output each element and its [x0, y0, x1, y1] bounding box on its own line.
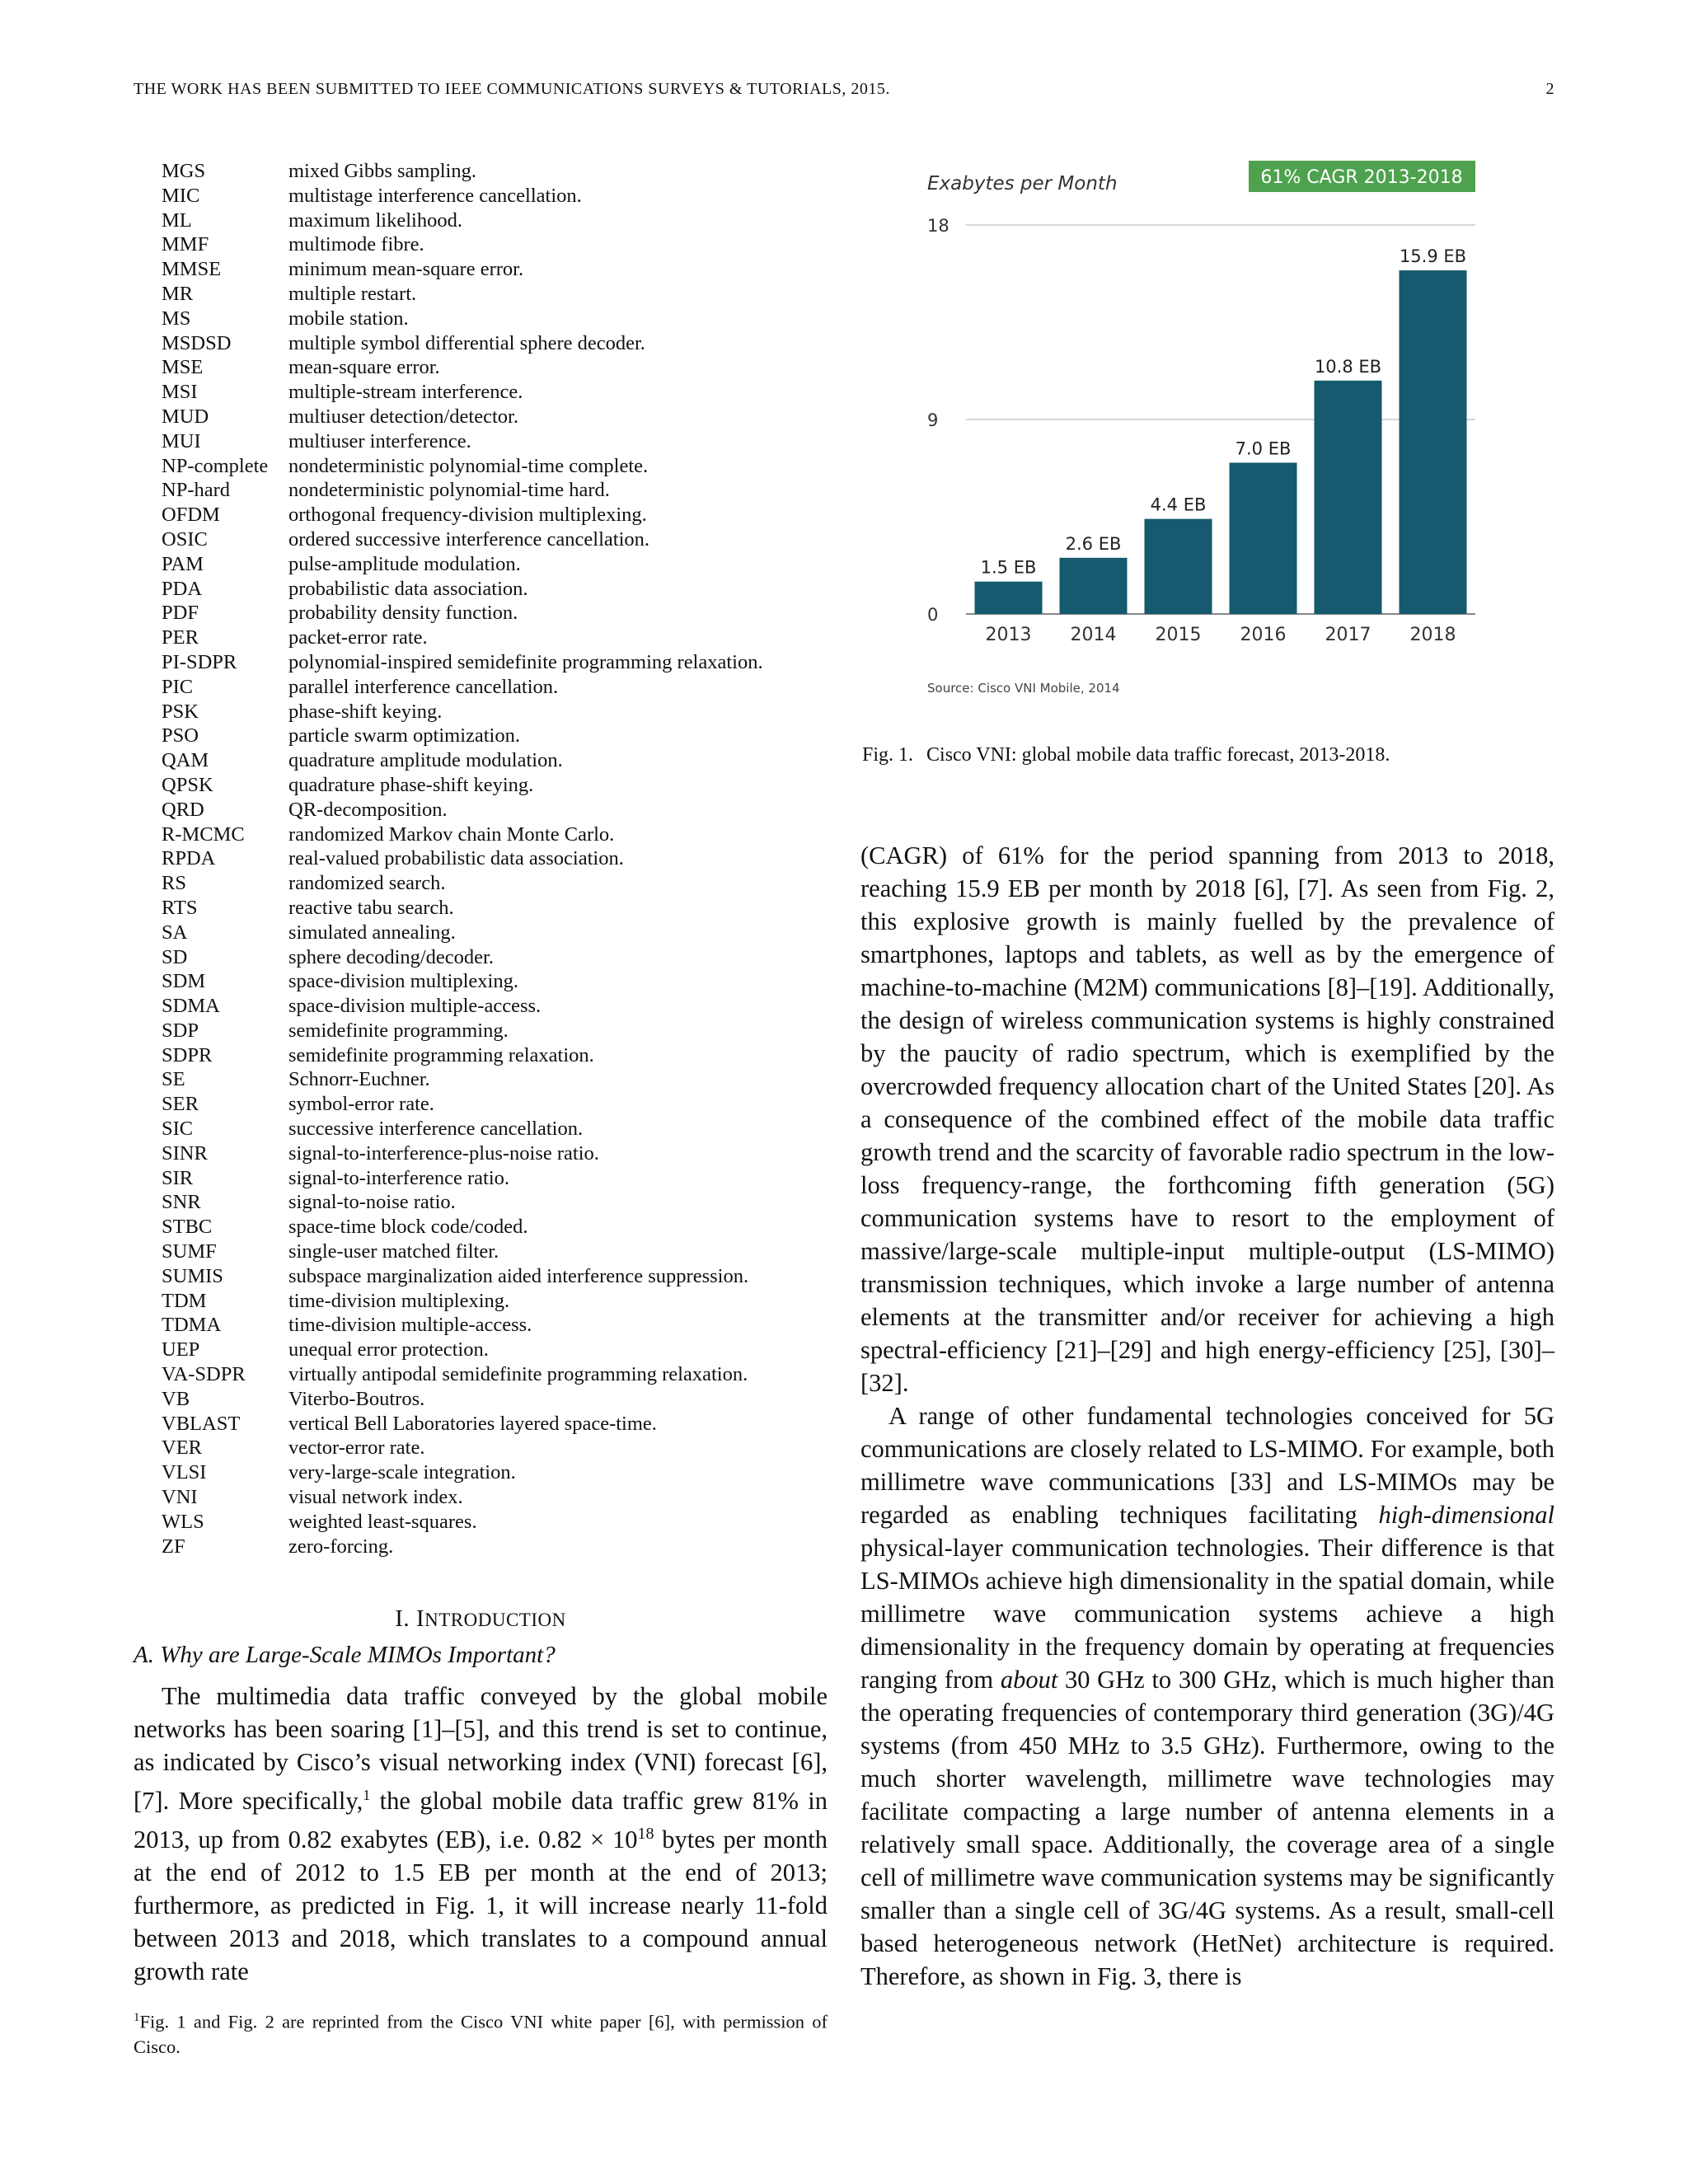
- acronym-abbr: QAM: [162, 749, 209, 772]
- acronym-definition: unequal error protection.: [288, 1338, 489, 1361]
- acronym-definition: multiple symbol differential sphere decoder.: [288, 331, 645, 354]
- acronym-definition: multimode fibre.: [288, 233, 424, 256]
- acronym-definition: multiple restart.: [288, 282, 417, 305]
- acronym-row: [162, 1117, 854, 1141]
- acronym-row: [162, 969, 854, 994]
- section-number: I.: [395, 1605, 416, 1632]
- acronym-abbr: MMF: [162, 233, 209, 256]
- acronym-row: [162, 846, 854, 871]
- acronym-definition: mean-square error.: [288, 356, 440, 379]
- acronym-definition: pulse-amplitude modulation.: [288, 552, 521, 575]
- acronym-row: [162, 1387, 854, 1412]
- acronym-abbr: UEP: [162, 1338, 200, 1361]
- acronym-definition: mixed Gibbs sampling.: [288, 160, 476, 182]
- intro-part-1: The multimedia data traffic conveyed by the global mobile networks has been soaring [1]–[5], and this trend is set to continue, as indicated by Cisco’s visual networking index (VNI) forecast [6], [7]. More specifically,: [134, 1682, 828, 1816]
- acronym-abbr: SDMA: [162, 995, 220, 1018]
- bar-value-label: 7.0 EB: [1235, 438, 1292, 459]
- acronym-definition: sphere decoding/decoder.: [288, 945, 494, 968]
- acronym-definition: QR-decomposition.: [288, 798, 448, 821]
- acronym-definition: randomized search.: [288, 872, 446, 895]
- acronym-abbr: VA-SDPR: [162, 1363, 246, 1386]
- acronym-abbr: SINR: [162, 1141, 208, 1165]
- acronym-row: [162, 1092, 854, 1117]
- acronym-abbr: MSDSD: [162, 331, 232, 354]
- acronym-definition: Viterbo-Boutros.: [288, 1387, 425, 1410]
- acronym-row: [162, 1412, 854, 1436]
- acronym-row: [162, 1510, 854, 1535]
- acronym-row: [162, 1019, 854, 1043]
- acronym-row: [162, 503, 854, 527]
- acronym-row: [162, 1313, 854, 1338]
- acronym-abbr: NP-hard: [162, 479, 231, 502]
- acronym-abbr: SIC: [162, 1118, 194, 1141]
- bar-2013: [975, 582, 1043, 614]
- acronym-abbr: VNI: [162, 1486, 198, 1509]
- acronym-definition: multiuser interference.: [288, 429, 471, 452]
- section-title-rest: NTRODUCTION: [424, 1610, 566, 1630]
- acronym-definition: signal-to-interference-plus-noise ratio.: [288, 1141, 599, 1165]
- page-header: [134, 80, 1554, 105]
- acronym-abbr: SDPR: [162, 1043, 213, 1066]
- figure-1: [915, 152, 1508, 713]
- acronym-row: [162, 552, 854, 577]
- acronym-definition: multiple-stream interference.: [288, 381, 523, 404]
- acronym-abbr: ML: [162, 209, 192, 232]
- x-tick-label: 2013: [985, 625, 1032, 645]
- acronym-abbr: MUD: [162, 405, 209, 428]
- acronym-abbr: SDP: [162, 1019, 199, 1042]
- acronym-abbr: PI-SDPR: [162, 650, 237, 673]
- acronym-row: [162, 1264, 854, 1289]
- acronym-row: [162, 1240, 854, 1264]
- acronym-abbr: ZF: [162, 1535, 185, 1558]
- acronym-abbr: SDM: [162, 970, 206, 993]
- acronym-abbr: NP-complete: [162, 454, 269, 477]
- acronym-abbr: RPDA: [162, 847, 216, 870]
- acronym-row: [162, 1338, 854, 1362]
- acronym-definition: time-division multiplexing.: [288, 1289, 510, 1312]
- acronym-definition: Schnorr-Euchner.: [288, 1068, 430, 1091]
- acronym-definition: quadrature amplitude modulation.: [288, 749, 563, 772]
- acronym-definition: nondeterministic polynomial-time complete.: [288, 454, 649, 477]
- acronym-abbr: MIC: [162, 184, 200, 207]
- acronym-row: [162, 355, 854, 380]
- acronym-definition: nondeterministic polynomial-time hard.: [288, 479, 610, 502]
- acronym-definition: subspace marginalization aided interference suppression.: [288, 1264, 749, 1287]
- acronym-abbr: VB: [162, 1387, 190, 1410]
- bar-chart: [915, 152, 1508, 713]
- acronym-abbr: VER: [162, 1436, 202, 1460]
- acronym-definition: reactive tabu search.: [288, 896, 454, 919]
- acronym-abbr: WLS: [162, 1510, 204, 1533]
- acronym-definition: polynomial-inspired semidefinite programming relaxation.: [288, 650, 763, 673]
- acronym-row: [162, 1067, 854, 1092]
- bar-value-label: 4.4 EB: [1150, 494, 1207, 515]
- acronym-definition: maximum likelihood.: [288, 209, 462, 232]
- acronym-abbr: MGS: [162, 160, 206, 182]
- acronym-row: [162, 1460, 854, 1485]
- footnote: [134, 2005, 828, 2060]
- acronym-definition: real-valued probabilistic data association.: [288, 847, 624, 870]
- tech-italic-2: about: [1000, 1666, 1058, 1694]
- acronym-definition: quadrature phase-shift keying.: [288, 773, 534, 796]
- acronym-abbr: MUI: [162, 429, 201, 452]
- bar-2018: [1400, 270, 1467, 614]
- acronym-abbr: MSI: [162, 381, 198, 404]
- acronym-definition: signal-to-noise ratio.: [288, 1191, 456, 1214]
- bar-value-label: 10.8 EB: [1314, 356, 1382, 377]
- y-tick-label: 18: [927, 216, 950, 236]
- tech-part-1: A range of other fundamental technologies conceived for 5G communications are closely related to LS-MIMO. For example, both millimetre wave communications [33] and LS-MIMOs may be regarded as enabling techniques facilitating: [860, 1402, 1554, 1529]
- acronym-definition: single-user matched filter.: [288, 1240, 499, 1263]
- acronym-definition: ordered successive interference cancellation.: [288, 527, 650, 551]
- acronym-definition: orthogonal frequency-division multiplexing.: [288, 504, 647, 527]
- acronym-row: [162, 454, 854, 479]
- acronym-row: [162, 282, 854, 307]
- acronym-definition: very-large-scale integration.: [288, 1461, 516, 1484]
- acronym-row: [162, 700, 854, 724]
- paragraph-technologies: [860, 1399, 1554, 1993]
- acronym-abbr: SUMF: [162, 1240, 217, 1263]
- section-heading: [134, 1605, 828, 1633]
- acronym-definition: virtually antipodal semidefinite programming relaxation.: [288, 1363, 748, 1386]
- running-head: THE WORK HAS BEEN SUBMITTED TO IEEE COMMUNICATIONS SURVEYS & TUTORIALS, 2015.: [134, 80, 890, 98]
- acronym-row: [162, 994, 854, 1019]
- acronym-row: [162, 331, 854, 356]
- acronym-row: [162, 823, 854, 847]
- acronym-definition: semidefinite programming relaxation.: [288, 1043, 594, 1066]
- acronym-definition: visual network index.: [288, 1486, 463, 1509]
- acronym-row: [162, 209, 854, 233]
- acronym-row: [162, 724, 854, 748]
- acronym-abbr: PDF: [162, 602, 199, 625]
- exponent: 18: [637, 1825, 654, 1844]
- acronym-row: [162, 1141, 854, 1166]
- acronym-definition: zero-forcing.: [288, 1535, 394, 1558]
- acronym-definition: probabilistic data association.: [288, 577, 528, 600]
- acronym-abbr: SD: [162, 945, 188, 968]
- right-column-text: [860, 839, 1554, 1993]
- x-tick-label: 2015: [1155, 625, 1202, 645]
- acronym-abbr: MMSE: [162, 258, 222, 281]
- acronym-abbr: PSO: [162, 724, 199, 748]
- footnote-mark: 1: [134, 2011, 140, 2024]
- acronym-row: [162, 184, 854, 209]
- acronym-abbr: PER: [162, 626, 199, 649]
- acronym-row: [162, 601, 854, 626]
- footnote-text: Fig. 1 and Fig. 2 are reprinted from the Cisco VNI white paper [6], with permission of Cisco.: [134, 2011, 828, 2057]
- acronym-definition: multiuser detection/detector.: [288, 405, 518, 428]
- bar-value-label: 2.6 EB: [1065, 533, 1122, 554]
- intro-paragraph: [134, 1680, 828, 1988]
- acronym-row: [162, 577, 854, 602]
- page-number: 2: [1545, 80, 1554, 98]
- acronym-definition: vertical Bell Laboratories layered space-time.: [288, 1412, 657, 1435]
- acronym-row: [162, 405, 854, 429]
- acronym-definition: randomized Markov chain Monte Carlo.: [288, 823, 615, 846]
- acronym-abbr: QRD: [162, 798, 204, 821]
- acronym-abbr: PIC: [162, 675, 194, 698]
- acronym-abbr: SIR: [162, 1166, 194, 1189]
- acronym-definition: symbol-error rate.: [288, 1093, 434, 1116]
- acronym-row: [162, 1436, 854, 1460]
- intro-part-3: bytes per month at the end of 2012 to 1.5 EB per month at the end of 2013; furthermore, as predicted in Fig. 1, it will increase nearly 11-fold between 2013 and 2018, which translates to a compound annual growth rate: [134, 1825, 828, 1986]
- acronym-definition: successive interference cancellation.: [288, 1118, 584, 1141]
- figure-label: Fig. 1.: [862, 744, 914, 766]
- bar-value-label: 1.5 EB: [980, 557, 1037, 578]
- x-tick-label: 2016: [1240, 625, 1287, 645]
- left-column-text: [134, 1680, 828, 1988]
- figure-caption-text: Cisco VNI: global mobile data traffic forecast, 2013-2018.: [926, 744, 1390, 766]
- acronym-row: [162, 650, 854, 675]
- acronym-row: [162, 1190, 854, 1215]
- paragraph-cagr: (CAGR) of 61% for the period spanning from 2013 to 2018, reaching 15.9 EB per month by 2018 [6], [7]. As seen from Fig. 2, this explosive growth is mainly fuelled by the prevalence of smartphones, laptops and tablets, as well as by the emergence of machine-to-machine (M2M) communications [8]–[19]. Additionally, the design of wireless communication systems is highly constrained by the paucity of radio spectrum, which is exemplified by the overcrowded frequency allocation chart of the United States [20]. As a consequence of the combined effect of the mobile data traffic growth trend and the scarcity of favorable radio spectrum in the low-loss frequency-range, the forthcoming fifth generation (5G) communication systems have to resort to the employment of massive/large-scale multiple-input multiple-output (LS-MIMO) transmission techniques, which invoke a large number of antenna elements at the transmitter and/or receiver for achieving a high spectral-efficiency [21]–[29] and high energy-efficiency [25], [30]–[32].: [860, 841, 1554, 1397]
- acronym-row: [162, 478, 854, 503]
- acronym-abbr: MR: [162, 282, 194, 305]
- acronym-row: [162, 232, 854, 257]
- acronym-row: [162, 380, 854, 405]
- acronym-row: [162, 626, 854, 650]
- acronym-abbr: TDMA: [162, 1314, 222, 1337]
- acronym-row: [162, 1043, 854, 1068]
- figure-caption: [862, 744, 1390, 766]
- acronym-abbr: MS: [162, 307, 191, 330]
- acronym-row: [162, 798, 854, 823]
- x-tick-label: 2018: [1409, 625, 1456, 645]
- subsection-heading: A. Why are Large-Scale MIMOs Important?: [134, 1642, 556, 1668]
- acronym-row: [162, 871, 854, 896]
- acronym-row: [162, 748, 854, 773]
- acronym-abbr: PDA: [162, 577, 203, 600]
- acronym-definition: parallel interference cancellation.: [288, 675, 559, 698]
- footnote-reference[interactable]: 1: [363, 1787, 371, 1803]
- chart-source: Source: Cisco VNI Mobile, 2014: [927, 681, 1120, 696]
- acronym-list: [162, 159, 854, 1558]
- acronym-definition: space-time block code/coded.: [288, 1216, 528, 1239]
- x-tick-label: 2014: [1070, 625, 1117, 645]
- acronym-row: [162, 773, 854, 798]
- acronym-row: [162, 921, 854, 945]
- acronym-abbr: TDM: [162, 1289, 207, 1312]
- acronym-abbr: SE: [162, 1068, 185, 1091]
- acronym-row: [162, 159, 854, 184]
- acronym-abbr: PAM: [162, 552, 204, 575]
- acronym-row: [162, 896, 854, 921]
- acronym-row: [162, 257, 854, 282]
- acronym-abbr: PSK: [162, 700, 199, 723]
- acronym-row: [162, 1215, 854, 1240]
- acronym-abbr: VBLAST: [162, 1412, 241, 1435]
- acronym-abbr: QPSK: [162, 773, 213, 796]
- acronym-definition: minimum mean-square error.: [288, 258, 524, 281]
- section-title-initial: I: [415, 1605, 425, 1632]
- acronym-abbr: RS: [162, 872, 186, 895]
- acronym-row: [162, 1166, 854, 1191]
- x-tick-label: 2017: [1325, 625, 1372, 645]
- acronym-definition: simulated annealing.: [288, 921, 456, 944]
- acronym-abbr: SER: [162, 1093, 199, 1116]
- acronym-row: [162, 307, 854, 331]
- acronym-row: [162, 675, 854, 700]
- acronym-definition: signal-to-interference ratio.: [288, 1166, 510, 1189]
- acronym-row: [162, 1485, 854, 1510]
- acronym-definition: particle swarm optimization.: [288, 724, 520, 748]
- acronym-definition: probability density function.: [288, 602, 518, 625]
- acronym-abbr: SA: [162, 921, 188, 944]
- tech-part-3: 30 GHz to 300 GHz, which is much higher than the operating frequencies of contemporary third generation (3G)/4G systems (from 450 MHz to 3.5 GHz). Furthermore, owing to the much shorter wavelength, millimetre wave technologies may facilitate compacting a large number of antenna elements in a relatively small space. Additionally, the coverage area of a single cell of millimetre wave communication systems may be significantly smaller than a single cell of 3G/4G systems. As a result, small-cell based heterogeneous network (HetNet) architecture is required. Therefore, as shown in Fig. 3, there is: [860, 1666, 1554, 1990]
- bar-2017: [1315, 381, 1382, 614]
- acronym-definition: phase-shift keying.: [288, 700, 443, 723]
- cagr-badge-text: 61% CAGR 2013-2018: [1260, 167, 1463, 188]
- bar-2015: [1145, 519, 1212, 614]
- acronym-definition: mobile station.: [288, 307, 409, 330]
- acronym-abbr: RTS: [162, 896, 198, 919]
- acronym-abbr: SNR: [162, 1191, 201, 1214]
- chart-title: Exabytes per Month: [927, 173, 1118, 194]
- acronym-definition: space-division multiplexing.: [288, 970, 518, 993]
- acronym-row: [162, 1289, 854, 1314]
- acronym-row: [162, 429, 854, 454]
- acronym-row: [162, 945, 854, 970]
- acronym-abbr: OFDM: [162, 504, 220, 527]
- y-tick-label: 9: [927, 410, 939, 430]
- acronym-abbr: VLSI: [162, 1461, 207, 1484]
- acronym-definition: vector-error rate.: [288, 1436, 425, 1460]
- acronym-abbr: R-MCMC: [162, 823, 245, 846]
- acronym-definition: semidefinite programming.: [288, 1019, 509, 1042]
- acronym-abbr: MSE: [162, 356, 204, 379]
- acronym-definition: multistage interference cancellation.: [288, 184, 582, 207]
- tech-italic-1: high-dimensional: [1378, 1501, 1554, 1529]
- acronym-definition: time-division multiple-access.: [288, 1314, 532, 1337]
- acronym-row: [162, 527, 854, 552]
- acronym-abbr: SUMIS: [162, 1264, 223, 1287]
- tech-part-2: physical-layer communication technologies. Their difference is that LS-MIMOs achieve high dimensionality in the spatial domain, while millimetre wave communication systems achieve a high dimensionality in the frequency domain by operating at frequencies ranging from: [860, 1534, 1554, 1694]
- bar-value-label: 15.9 EB: [1399, 246, 1467, 267]
- y-tick-label: 0: [927, 605, 939, 625]
- intro-part-2: the global mobile data traffic grew 81% in 2013, up from 0.82 exabytes (EB), i.e. 0.82 × 10: [134, 1787, 828, 1854]
- acronym-definition: packet-error rate.: [288, 626, 428, 649]
- bar-2014: [1060, 558, 1128, 614]
- acronym-row: [162, 1362, 854, 1387]
- acronym-abbr: OSIC: [162, 527, 208, 551]
- acronym-abbr: STBC: [162, 1216, 213, 1239]
- acronym-row: [162, 1535, 854, 1559]
- acronym-definition: weighted least-squares.: [288, 1510, 477, 1533]
- acronym-definition: space-division multiple-access.: [288, 995, 542, 1018]
- bar-2016: [1230, 462, 1297, 614]
